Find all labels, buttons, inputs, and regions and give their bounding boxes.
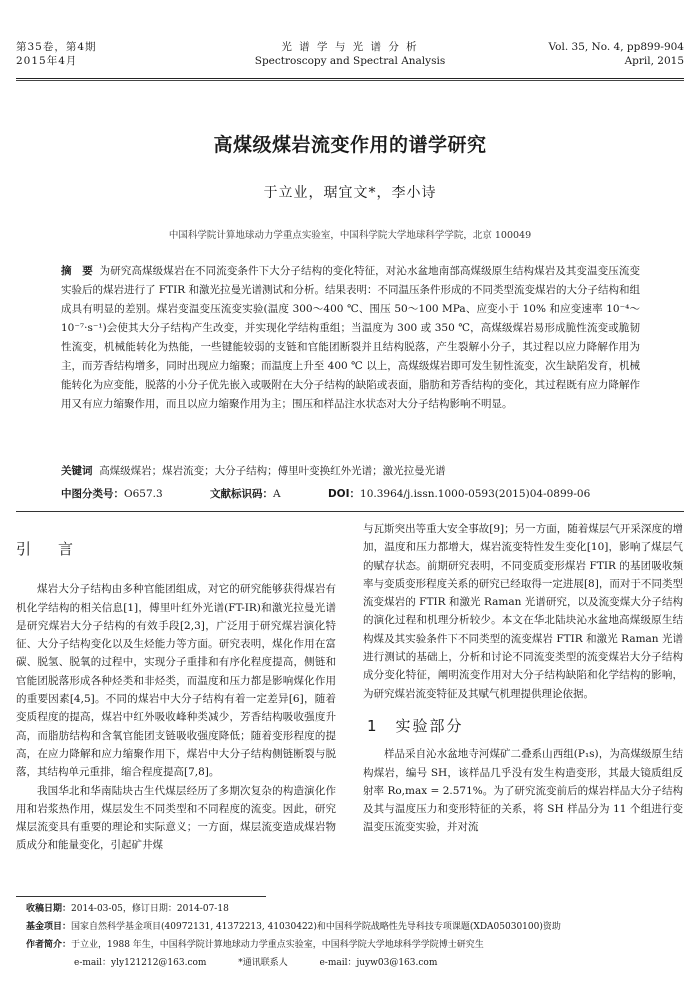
fund-info: 基金项目：国家自然科学基金项目(40972131, 41372213, 41030422)和中国科学院战略性先导科技专项课题(XDA05030100)资助: [26, 922, 561, 932]
doi: DOI：10.3964/j.issn.1000-0593(2015)04-0899-06: [327, 488, 591, 500]
corresponding-author: *通讯联系人: [238, 958, 288, 968]
intro-continuation: 与瓦斯突出等重大安全事故[9]；另一方面，随着煤层气开采深度的增加，温度和压力都增大，煤岩流变特性发生变化[10]，影响了煤层气的赋存状态。前期研究表明，不同变质变形煤岩 FTIR 的基团吸收频率与变质变形程度关系的研究已经取得一定进展[8]，而对于不同类型流变煤岩的 FTIR 和激光 Raman 光谱研究，以及流变煤大分子结构的演化过程和机理分析较少。本文在华北陆块沁水盆地高煤级原生结构煤及其实验条件下不同类型的流变煤岩 FTIR 和激光 Raman 光谱进行测试的基础上，分析和讨论不同流变类型的流变煤岩大分子结构成分变化特征，阐明流变作用对大分子结构缺陷和化学结构的影响，为研究煤岩流变特征及其赋气机理提供理论依据。: [363, 523, 683, 700]
keywords-label: 关键词: [61, 465, 93, 477]
left-column: [16, 520, 336, 855]
author-bio: 作者简介：于立业，1988 年生，中国科学院计算地球动力学重点实验室，中国科学院大学地球科学学院博士研究生: [26, 940, 484, 950]
intro-paragraph-2: 我国华北和华南陆块古生代煤层经历了多期次复杂的构造演化作用和岩浆热作用，煤层发生不同类型和不同程度的流变。因此，研究煤层流变具有重要的理论和实际意义；一方面，煤层流变造成煤岩物质成分和能量变化，引起矿井煤: [16, 784, 336, 852]
paper-authors: 于立业，琚宜文*，李小诗: [263, 185, 437, 201]
intro-heading: 引 言: [16, 540, 80, 558]
footnotes: [26, 900, 686, 972]
keywords-text: 高煤级煤岩；煤岩流变；大分子结构；傅里叶变换红外光谱；激光拉曼光谱: [99, 465, 446, 477]
footnote-rule: [16, 896, 266, 897]
abstract: [61, 262, 640, 414]
classification-line: [61, 486, 640, 501]
received-date: 收稿日期：2014-03-05，修订日期：2014-07-18: [26, 904, 229, 914]
journal-name: 光 谱 学 与 光 谱 分 析 Spectroscopy and Spectral Analysis: [254, 41, 446, 67]
header-rule-thin: [16, 80, 684, 81]
clc-code: 中图分类号：O657.3: [61, 488, 163, 500]
author-email: e-mail：yly121212@163.com: [74, 958, 207, 968]
abstract-label: 摘 要: [61, 265, 93, 277]
header-rule: [16, 78, 684, 79]
journal-volume-info: 第35卷，第4期 2015年4月: [16, 41, 97, 67]
running-header: [16, 40, 684, 76]
intro-paragraph-1: 煤岩大分子结构由多种官能团组成，对它的研究能够获得煤岩有机化学结构的相关信息[1]，傅里叶红外光谱(FT-IR)和激光拉曼光谱是研究煤岩大分子结构的有效手段[2,3]，广泛用于研究煤岩演化特征、大分子结构变化以及生烃能力等方面。研究表明，煤化作用在富碳、脱氢、脱氧的过程中，实现分子重排和有序化程度提高，侧链和官能团脱落形成各种烃类和非烃类，而温度和压力都是影响煤化作用的重要因素[4,5]。不同的煤岩中大分子结构有着一定差异[6]，随着变质程度的提高，煤岩中红外吸收峰种类减少，芳香结构吸收强度升高，而脂肪结构和含氧官能团支链吸收强度降低；随着变形程度的提高，在应力降解和应力缩聚作用下，煤岩中大分子结构侧链断裂与脱落，其结构单元重排，缩合程度提高[7,8]。: [16, 583, 336, 779]
section-1-heading: 1 实验部分: [367, 716, 464, 735]
section-1-paragraph: 样品采自沁水盆地寺河煤矿二叠系山西组(P₁s)，为高煤级原生结构煤岩，编号 SH，该样品几乎没有发生构造变形，其最大镜质组反射率 Ro,max = 2.571%。为了研究流变前后的煤岩样品大分子结构及其与温度压力和变形特征的关系，将 SH 样品分为 11 个组进行变温变压流变实验，并对流: [363, 748, 683, 834]
contact-emails: [26, 954, 686, 972]
right-column: [363, 520, 683, 837]
section-rule: [16, 511, 684, 512]
affiliation: 中国科学院计算地球动力学重点实验室，中国科学院大学地球科学学院，北京 100049: [168, 230, 532, 241]
corresponding-email: e-mail：juyw03@163.com: [319, 958, 438, 968]
paper-title: 高煤级煤岩流变作用的谱学研究: [213, 134, 487, 156]
journal-pages: Vol. 35, No. 4, pp899-904 April, 2015: [548, 41, 684, 67]
document-code: 文献标识码：A: [210, 488, 281, 500]
keywords: [61, 463, 640, 478]
abstract-text: 为研究高煤级煤岩在不同流变条件下大分子结构的变化特征，对沁水盆地南部高煤级原生结构煤岩及其变温变压流变实验后的煤岩进行了 FTIR 和激光拉曼光谱测试和分析。结果表明：不同温压条件形成的不同类型流变煤岩的大分子结构和组成具有明显的差别。煤岩变温变压流变实验(温度 300～400 ℃、围压 50～100 MPa、应变小于 10% 和应变速率 10⁻⁴～10⁻⁷·s⁻¹)会使其大分子结构产生改变，并实现化学结构重组；当温度为 300 或 350 ℃，高煤级煤岩易形成脆性流变或脆韧性流变，机械能转化为热能，一些键能较弱的支链和官能团断裂并且结构脱落，产生裂解小分子，其过程以应力降解作用为主，而芳香结构增多，同时出现应力缩聚；而温度上升至 400 ℃ 以上，高煤级煤岩即可发生韧性流变，次生缺陷发育，机械能转化为应变能，脱落的小分子优先嵌入或吸附在大分子结构的缺陷或表面，脂肪和芳香结构的变化，其过程既有应力降解作用又有应力缩聚作用，而且以应力缩聚作用为主；围压和样品注水状态对大分子结构影响不明显。: [61, 265, 641, 410]
